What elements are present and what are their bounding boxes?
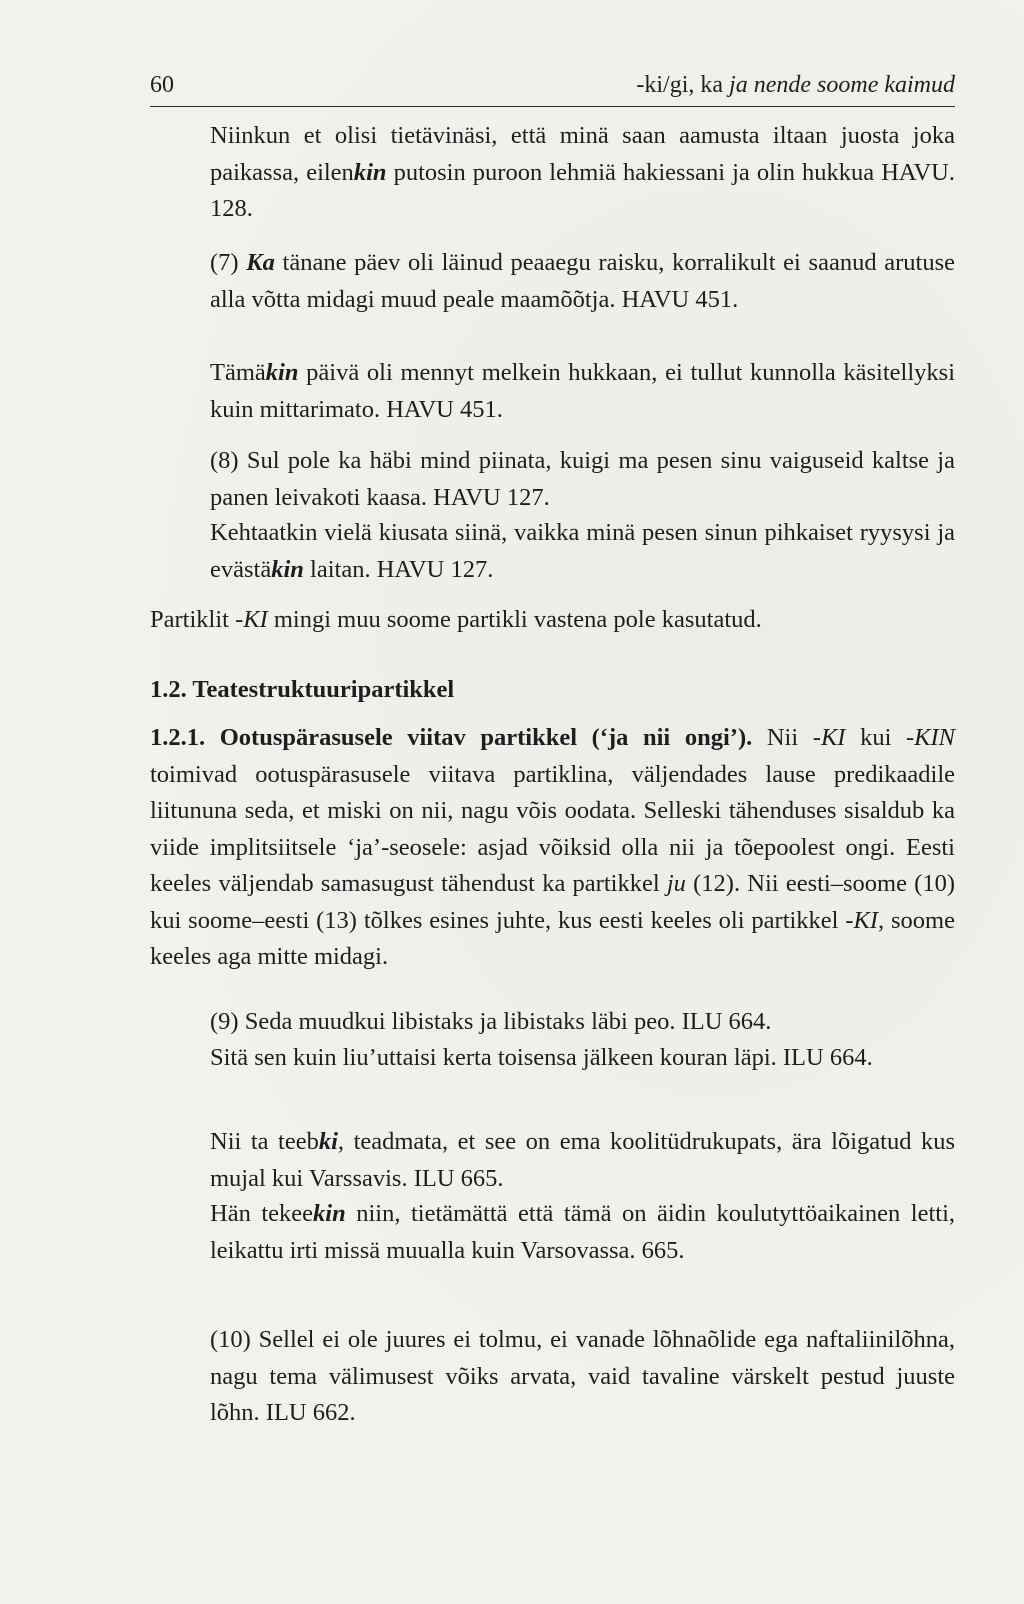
section-heading: 1.2. Teatestruktuuripartikkel (150, 676, 455, 703)
particle-label: -KI (235, 606, 268, 633)
running-header (150, 70, 955, 107)
text-segment: , soome keeles aga mitte midagi. (150, 906, 955, 970)
example-10-finnish (210, 1196, 955, 1269)
text-segment: (12). Nii eesti–soome (10) kui soome–eesti (13) tõlkes esines juhte, kus eesti keeles oli partikkel (150, 870, 955, 934)
text-segment: toimivad ootuspärasusele viitava partiklina, väljendades lause predikaadile liitununa seda, et miski on nii, nagu võis oodata. Selleski tähenduses sisaldub ka viide implitsiitsele ‘ja’-seosele: asjad võiksid olla nii ja tõepoolest ongi. Eesti keeles väljendab samasugust tähendust ka partikkel (150, 760, 955, 897)
running-title (636, 72, 955, 99)
particle-label: -KIN (906, 724, 955, 751)
highlight-particle: kin (313, 1200, 346, 1227)
text-segment: laitan. HAVU 127. (303, 555, 494, 583)
text-segment: (10) Sellel ei ole juures ei tolmu, ei vanade lõhnaõlide ega naftaliinilõhna, nagu tema välimusest võiks arvata, vaid tavaline värskelt pestud juuste lõhn. ILU 662. (210, 1326, 955, 1426)
running-title-prefix: -ki/gi, ka (636, 72, 730, 98)
example-6-finnish (210, 118, 955, 228)
highlight-particle: kin (353, 158, 387, 186)
text-segment: Sitä sen kuin liu’uttaisi kerta toisensa jälkeen kouran läpi. ILU 664. (210, 1044, 873, 1071)
text-segment: kui (845, 724, 906, 751)
example-8-estonian (210, 443, 955, 516)
text-segment: päivä oli mennyt melkein hukkaan, ei tullut kunnolla käsitellyksi kuin mittarimato. HAVU 451. (210, 359, 955, 423)
example-9-finnish (210, 1040, 955, 1077)
page-number: 60 (150, 72, 174, 98)
example-7-estonian (210, 245, 955, 318)
highlight-particle: kin (271, 555, 304, 583)
example-number: (7) (210, 249, 247, 276)
highlight-particle: kin (265, 359, 299, 386)
text-segment: mingi muu soome partikli vastena pole kasutatud. (267, 606, 762, 633)
example-9-estonian (210, 1004, 955, 1041)
text-segment: Tämä (210, 359, 266, 386)
text-segment: , teadmata, et see on ema koolitüdrukupats, ära lõigatud kus mujal kui Varssavis. ILU 665. (210, 1128, 956, 1192)
subsection-paragraph (150, 720, 955, 976)
text-segment: Niinkun et olisi tietävinäsi, että minä saan aamusta iltaan juosta joka paikassa, eilen (210, 122, 955, 186)
text-segment: putosin puroon lehmiä hakiessani ja olin hukkua HAVU. 128. (210, 158, 955, 222)
text-segment: niin, tietämättä että tämä on äidin koulutyttöaikainen letti, leikattu irti missä muualla kuin Varsovassa. 665. (210, 1200, 956, 1264)
example-7-finnish (210, 355, 955, 428)
text-segment: Nii (752, 724, 813, 751)
particle-label: -KI (845, 906, 879, 934)
text-segment: tänane päev oli läinud peaaegu raisku, korralikult ei saanud arutuse alla võtta midagi muud peale maamõõtja. HAVU 451. (210, 249, 955, 313)
text-segment: Nii ta teeb (210, 1128, 319, 1155)
subsection-title: 1.2.1. Ootuspärasusele viitav partikkel (‘ja nii ongi’). (150, 724, 753, 751)
highlight-particle: Ka (246, 249, 275, 276)
text-segment: Hän tekee (210, 1200, 314, 1227)
example-8-finnish (210, 515, 955, 588)
text-segment: (9) Seda muudkui libistaks ja libistaks läbi peo. ILU 664. (210, 1008, 772, 1035)
note-paragraph (150, 602, 955, 639)
text-segment: Partiklit (150, 606, 236, 633)
example-10-estonian (210, 1124, 955, 1197)
example-11-estonian (210, 1322, 955, 1432)
text-segment: Kehtaatkin vielä kiusata siinä, vaikka minä pesen sinun pihkaiset ryysysi ja evästä (210, 519, 955, 583)
particle-label: ju (666, 870, 686, 897)
particle-label: -KI (812, 724, 846, 751)
text-segment: (8) Sul pole ka häbi mind piinata, kuigi ma pesen sinu vaiguseid kaltse ja panen leivakoti kaasa. HAVU 127. (210, 447, 955, 511)
running-title-italic: ja nende soome kaimud (729, 72, 955, 98)
highlight-particle: ki (318, 1128, 338, 1155)
